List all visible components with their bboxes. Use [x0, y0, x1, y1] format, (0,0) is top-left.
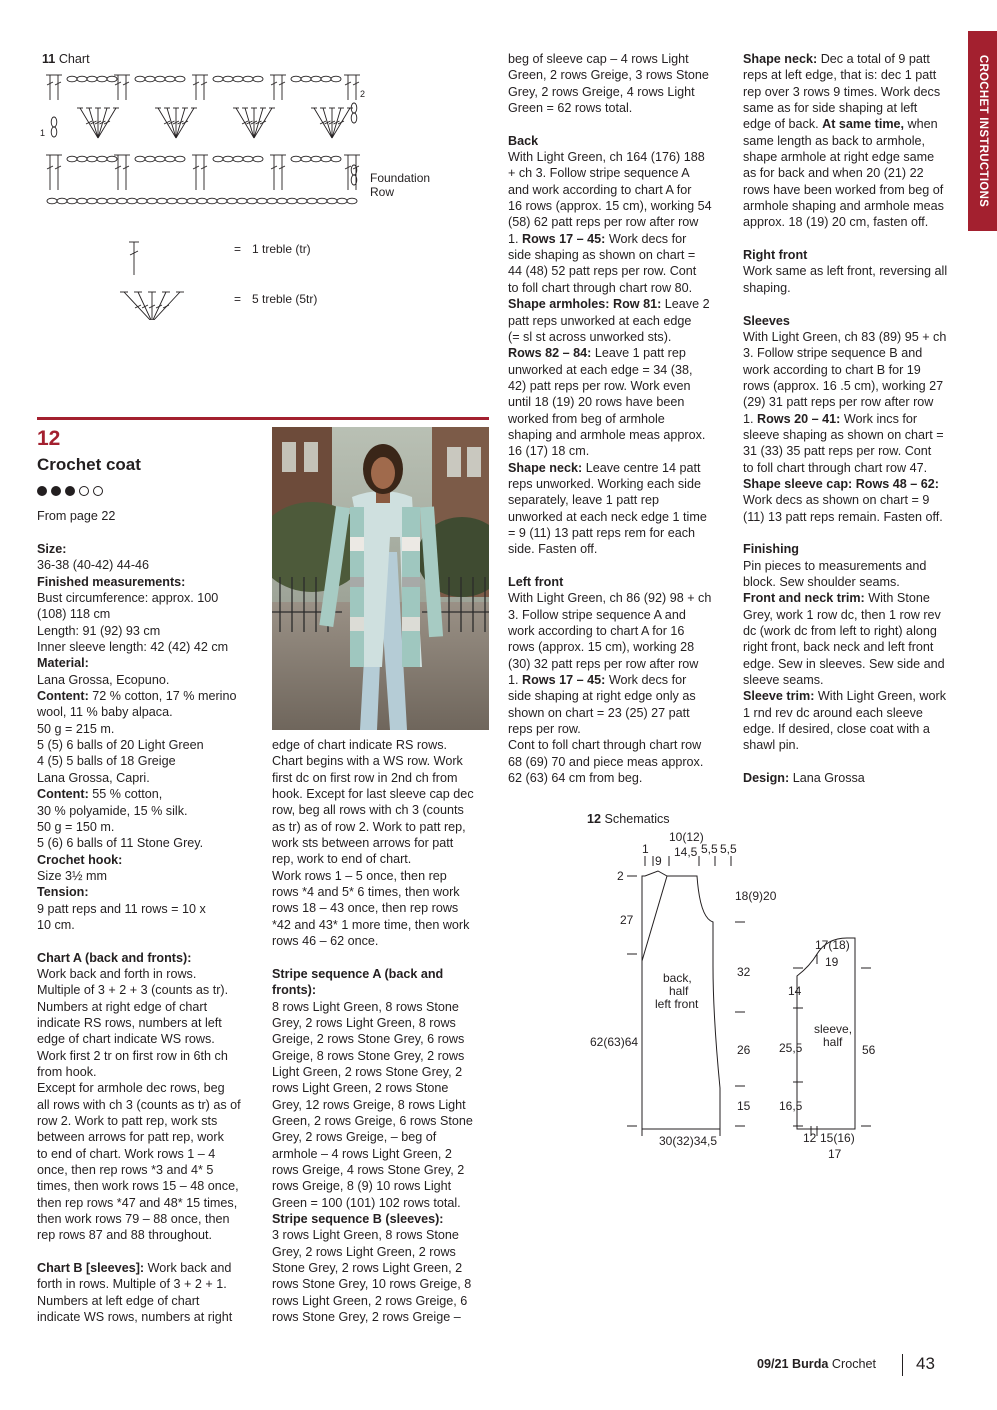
dim-30: 30(32)34,5 — [659, 1134, 718, 1148]
finishing-lines — [743, 558, 965, 591]
text-line: armhole shaping and armhole meas — [743, 199, 944, 214]
dim-17b: 17 — [828, 1147, 842, 1161]
size-text: 36-38 (40-42) 44-46 — [37, 558, 150, 573]
finishing-heading: Finishing — [743, 542, 799, 557]
text-line: Grey, 2 rows Greige, 4 rows Light — [508, 84, 695, 99]
armhole-line: Shape armholes: Row 81: Leave 2 — [508, 297, 710, 312]
text-line: to foll chart through chart row 47. — [743, 460, 928, 475]
left-front-rows-17: 1. Rows 17 – 45: Work decs for — [508, 673, 687, 688]
back-label-1: back, — [663, 971, 692, 985]
dim-10: 10(12) — [669, 830, 704, 844]
model-photo — [272, 427, 489, 730]
text-line: indicate WS rows, numbers at right — [37, 1310, 233, 1325]
sleeve-cap-lines — [743, 492, 965, 525]
text-line: right front, back neck and left front — [743, 640, 934, 655]
right-front-heading: Right front — [743, 248, 808, 263]
design-credit: Design: Lana Grossa — [743, 771, 865, 786]
text-line: Green = 100 (101) 102 rows total. — [272, 1195, 461, 1210]
text-line: (58) 62 patt reps per row after row — [508, 215, 699, 230]
text-line: 3. Follow stripe sequence A and — [508, 607, 686, 622]
text-line: Stripe sequence A (back and — [272, 966, 444, 981]
dim-17-18: 17(18) — [815, 938, 850, 952]
text-line: same length as back to armhole, — [743, 133, 926, 148]
difficulty-dot-filled — [37, 486, 47, 496]
dim-18: 18(9)20 — [735, 889, 777, 903]
text-line: Work decs as shown on chart = 9 — [743, 493, 930, 508]
text-line: side. Fasten off. — [508, 542, 598, 557]
text-line: all rows with ch 3 (counts as tr) as of — [37, 1097, 241, 1112]
text-line: separately, leave 1 patt rep — [508, 493, 659, 508]
tension-heading: Tension: — [37, 885, 89, 900]
text-line: Chart begins with a WS row. Work — [272, 754, 463, 769]
chart-b-lines — [37, 1276, 257, 1325]
dim-26: 26 — [737, 1043, 751, 1057]
text-line: then work rows 79 – 88 once, then — [37, 1212, 230, 1227]
dim-27: 27 — [620, 913, 634, 927]
dim-62: 62(63)64 — [590, 1035, 639, 1049]
text-line: rows Greige, 4 rows Stone Grey, 2 — [272, 1162, 465, 1177]
text-line: Cont to foll chart through chart row — [508, 738, 702, 753]
section-rule — [37, 417, 489, 420]
dim-14s: 14 — [788, 984, 802, 998]
foundation-label-2: Row — [370, 185, 395, 199]
text-line: armhole – 4 rows Light Green, 2 — [272, 1146, 452, 1161]
text-line: 9 patt reps and 11 rows = 10 x — [37, 901, 206, 916]
back-lines-1 — [508, 149, 730, 231]
content-lines-1 — [37, 704, 257, 786]
text-line: shawl pin. — [743, 738, 800, 753]
difficulty-dot-empty — [79, 486, 89, 496]
stripe-a-heading — [272, 966, 492, 999]
text-line: *42 and 43* 1 more time, then work — [272, 917, 470, 932]
text-line: forth in rows. Multiple of 3 + 2 + 1. — [37, 1277, 227, 1292]
text-line: Light Green, 2 rows Stone Grey, 2 — [272, 1064, 463, 1079]
rows-82-lines — [508, 362, 730, 460]
text-line: until 18 (19) 20 rows have been — [508, 395, 685, 410]
chart-title: 11 Chart — [42, 52, 90, 66]
text-line: = 9 (11) 13 patt reps rem for each — [508, 525, 696, 540]
text-line: Grey, 12 rows Greige, 8 rows Light — [272, 1097, 466, 1112]
text-line: Green, 2 rows Greige, 6 rows Stone — [272, 1113, 473, 1128]
difficulty-dot-filled — [51, 486, 61, 496]
section-tab: CROCHET INSTRUCTIONS — [968, 31, 997, 231]
lf-neck-lines — [743, 67, 965, 116]
text-line: approx. 18 (19) 20 cm, fasten off. — [743, 215, 929, 230]
text-line: from hook. — [37, 1065, 97, 1079]
text-line: 16 (17) 18 cm. — [508, 444, 590, 459]
text-line: Bust circumference: approx. 100 — [37, 591, 219, 606]
dim-14: 14,5 — [674, 845, 698, 859]
stripe-b-heading: Stripe sequence B (sleeves): — [272, 1211, 444, 1226]
tension-lines — [37, 901, 257, 934]
text-line: (29) 31 patt reps per row after row — [743, 395, 934, 410]
stripe-b-lines — [272, 1227, 492, 1325]
text-line: Numbers at right edge of chart — [37, 999, 208, 1014]
text-line: rows Light Green, 2 rows Stone — [272, 1081, 449, 1096]
text-line: With Light Green, ch 164 (176) 188 — [508, 150, 705, 165]
dim-2: 2 — [617, 869, 624, 883]
dim-19: 19 — [825, 955, 839, 969]
material-heading: Material: — [37, 656, 89, 671]
right-front-lines — [743, 263, 965, 296]
rows-82-line: Rows 82 – 84: Leave 1 patt rep — [508, 346, 686, 361]
content-lines-2 — [37, 803, 257, 852]
dim-15-16: 15(16) — [820, 1131, 855, 1145]
back-label-3: left front — [655, 997, 699, 1011]
dim-55a: 5,5 — [701, 842, 718, 856]
text-line: 5 (6) 6 balls of 11 Stone Grey. — [37, 836, 204, 851]
dim-15: 15 — [737, 1099, 751, 1113]
text-line: rows 18 – 43 once, then rep rows — [272, 901, 459, 916]
text-line: 50 g = 150 m. — [37, 819, 115, 834]
text-line: reps per row. — [508, 722, 581, 737]
text-line: 31 (33) 35 patt reps per row. Cont — [743, 444, 932, 459]
text-line: hook. Except for last sleeve cap dec — [272, 787, 474, 802]
lf-neck-lines-2 — [743, 133, 965, 231]
text-line: shape armhole at right edge same — [743, 150, 935, 165]
text-line: (108) 118 cm — [37, 607, 111, 622]
sleeve-label-2: half — [823, 1035, 843, 1049]
text-line: 30 % polyamide, 15 % silk. — [37, 803, 188, 818]
text-line: block. Sew shoulder seams. — [743, 575, 900, 589]
sleeves-lines-2 — [743, 427, 965, 476]
text-line: 68 (69) 70 and piece meas approx. — [508, 754, 704, 769]
column-1 — [37, 541, 257, 1326]
text-line: worked from beg of armhole — [508, 411, 665, 426]
left-front-heading: Left front — [508, 575, 564, 589]
text-line: Work first 2 tr on first row in 6th ch — [37, 1048, 228, 1063]
text-line: 16 rows (approx. 15 cm), working 54 — [508, 199, 712, 214]
legend-5-treble: 5 treble (5tr) — [252, 292, 318, 306]
dim-16: 16,5 — [779, 1099, 803, 1113]
dim-9: 9 — [655, 854, 662, 868]
front-trim-line: Front and neck trim: With Stone — [743, 591, 930, 606]
text-line: Green = 62 rows total. — [508, 101, 633, 116]
text-line: Grey, 2 rows Greige, – beg of — [272, 1130, 437, 1145]
text-line: rep rows 87 and 88 throughout. — [37, 1228, 213, 1243]
text-line: to foll chart through chart row 80. — [508, 280, 693, 295]
text-line: edge. If desired, close coat with a — [743, 722, 930, 737]
pattern-title: Crochet coat — [37, 455, 141, 474]
sleeve-cap-heading: Shape sleeve cap: Rows 48 – 62: — [743, 476, 940, 491]
text-line: as tr) as of row 2. Work to patt rep, — [272, 819, 466, 834]
text-line: shaping and armhole meas approx. — [508, 427, 706, 442]
foundation-label-1: Foundation — [370, 171, 431, 185]
text-line: dc (work dc from left to right) along — [743, 624, 937, 639]
text-line: rows Stone Grey, 10 rows Greige, 8 — [272, 1277, 472, 1292]
dim-56: 56 — [862, 1043, 876, 1057]
text-line: Work rows 1 – 5 once, then rep — [272, 868, 447, 883]
text-line: edge. Sew in sleeves. Sew side and — [743, 656, 945, 671]
text-line: patt reps unworked at each edge — [508, 313, 692, 328]
text-line: row 2. Work to patt rep, work sts — [37, 1114, 218, 1129]
text-line: first dc on first row in 2nd ch from — [272, 770, 458, 785]
text-line: rows (approx. 16 .5 cm), working 27 — [743, 378, 944, 393]
crochet-chart — [38, 70, 438, 320]
back-heading: Back — [508, 133, 539, 148]
content-line-2: Content: 55 % cotton, — [37, 787, 163, 802]
text-line: fronts): — [272, 983, 317, 998]
dim-25: 25,5 — [779, 1041, 803, 1055]
content-line-1: Content: 72 % cotton, 17 % merino — [37, 689, 237, 704]
text-line: Green, 2 rows Greige, 3 rows Stone — [508, 68, 709, 83]
text-line: (30) 32 patt reps per row after row — [508, 656, 699, 671]
dim-1: 1 — [642, 842, 649, 856]
text-line: rows Light Green, 2 rows Greige, 6 — [272, 1293, 468, 1308]
text-line: between arrows for patt rep, work — [37, 1130, 224, 1145]
text-line: (11) 13 patt reps remain. Fasten off. — [743, 509, 943, 524]
text-line: Pin pieces to measurements and — [743, 558, 927, 573]
sleeves-rows-20: 1. Rows 20 – 41: Work incs for — [743, 411, 918, 426]
front-trim-lines — [743, 607, 965, 689]
text-line: Lana Grossa, Capri. — [37, 770, 150, 785]
text-line: to end of chart. Work rows 1 – 4 — [37, 1146, 216, 1161]
text-line: rows 46 – 62 once. — [272, 934, 379, 949]
text-line: reps at left edge, that is: dec 1 patt — [743, 68, 937, 83]
text-line: Grey, 2 rows Light Green, 8 rows — [272, 1015, 456, 1030]
text-line: reps unworked. Working each side — [508, 476, 701, 491]
text-line: work sts between arrows for patt — [272, 836, 454, 851]
text-line: Except for armhole dec rows, beg — [37, 1081, 225, 1096]
text-line: work according to chart B for 19 — [743, 362, 921, 377]
text-line: 5 (5) 6 balls of 20 Light Green — [37, 738, 204, 753]
stripe-b-continued — [508, 51, 730, 116]
text-line: same as for side shaping at left — [743, 101, 918, 116]
hook-text: Size 3½ mm — [37, 868, 107, 883]
difficulty-rating — [37, 486, 103, 496]
lf-neck-line: Shape neck: Dec a total of 9 patt — [743, 52, 930, 66]
text-line: With Light Green, ch 86 (92) 98 + ch — [508, 591, 712, 606]
schematics-title: 12 Schematics — [587, 812, 670, 826]
text-line: + ch 3. Follow stripe sequence A — [508, 166, 690, 181]
text-line: rep over 3 rows 9 times. Work decs — [743, 84, 941, 99]
hook-heading: Crochet hook: — [37, 852, 123, 867]
text-line: unworked at each edge = 34 (38, — [508, 362, 693, 377]
text-line: once, then rep rows *3 and 4* 5 — [37, 1163, 214, 1178]
text-line: then rep rows *47 and 48* 15 times, — [37, 1195, 238, 1210]
sleeve-trim-line: Sleeve trim: With Light Green, work — [743, 689, 946, 704]
neck-lines — [508, 476, 730, 558]
footer-divider — [902, 1354, 903, 1376]
text-line: Work back and forth in rows. — [37, 966, 197, 981]
lf-at-same-time: edge of back. At same time, when — [743, 117, 938, 132]
text-line: unworked at each neck edge 1 time — [508, 509, 707, 524]
page-number: 43 — [916, 1354, 935, 1373]
text-line: 4 (5) 5 balls of 18 Greige — [37, 754, 176, 769]
text-line: rep, work to end of chart. — [272, 852, 412, 867]
back-lines-2 — [508, 247, 730, 296]
pattern-number: 12 — [37, 427, 61, 450]
column-3 — [508, 51, 730, 786]
measurements-lines — [37, 590, 257, 655]
text-line: shaping. — [743, 280, 791, 295]
text-line: rows *4 and 5* 6 times, then work — [272, 885, 460, 900]
armhole-lines — [508, 313, 730, 346]
dim-12: 12 — [803, 1131, 817, 1145]
back-label-2: half — [669, 984, 689, 998]
sleeve-label-1: sleeve, — [814, 1022, 853, 1036]
measurements-heading: Finished measurements: — [37, 574, 186, 589]
chart-b-continued — [272, 737, 492, 949]
chart-a-heading: Chart A (back and fronts): — [37, 950, 192, 965]
text-line: Stone Grey, 2 rows Light Green, 2 — [272, 1261, 463, 1275]
legend-eq-2: = — [234, 292, 242, 306]
back-rows-17: 1. Rows 17 – 45: Work decs for — [508, 231, 687, 246]
text-line: Grey, 2 rows Light Green, 2 rows — [272, 1244, 456, 1259]
legend-treble: 1 treble (tr) — [252, 242, 311, 256]
text-line: 42) patt reps per row. Work even — [508, 378, 691, 393]
sleeves-heading: Sleeves — [743, 313, 790, 328]
text-line: rows (approx. 15 cm), working 28 — [508, 640, 695, 655]
text-line: Multiple of 3 + 2 + 3 (counts as tr). — [37, 983, 229, 998]
legend-eq-1: = — [234, 242, 242, 256]
left-front-lines-2 — [508, 688, 730, 786]
material-text: Lana Grossa, Ecopuno. — [37, 672, 170, 687]
text-line: 44 (48) 52 patt reps per row. Cont — [508, 264, 697, 279]
text-line: Length: 91 (92) 93 cm — [37, 623, 161, 638]
text-line: 8 rows Light Green, 8 rows Stone — [272, 999, 459, 1014]
text-line: rows Greige, 8 (9) 10 rows Light — [272, 1179, 452, 1194]
text-line: Greige, 8 rows Stone Grey, 2 rows — [272, 1048, 465, 1063]
stripe-a-lines — [272, 999, 492, 1211]
text-line: beg of sleeve cap – 4 rows Light — [508, 52, 689, 66]
footer-issue: 09/21 Burda Crochet — [757, 1357, 877, 1371]
column-4 — [743, 51, 965, 786]
column-2 — [272, 737, 492, 1325]
row-number-1: 1 — [40, 128, 46, 138]
text-line: 62 (63) 64 cm from beg. — [508, 771, 643, 786]
text-line: Grey, work 1 row dc, then 1 row rev — [743, 607, 941, 622]
text-line: 3. Follow stripe sequence B and — [743, 346, 923, 361]
text-line: indicate RS rows, numbers at left — [37, 1015, 222, 1030]
text-line: 3 rows Light Green, 8 rows Stone — [272, 1228, 459, 1243]
neck-line: Shape neck: Leave centre 14 patt — [508, 460, 701, 475]
front-neck-line — [642, 876, 667, 961]
text-line: side shaping at right edge only as — [508, 689, 696, 704]
text-line: wool, 11 % baby alpaca. — [37, 705, 173, 720]
chart-b-line: Chart B [sleeves]: Work back and — [37, 1261, 232, 1276]
text-line: rows Stone Grey, 2 rows Greige – — [272, 1310, 461, 1325]
dim-32: 32 — [737, 965, 751, 979]
schematic-diagram — [585, 826, 885, 1166]
text-line: 1 rnd rev dc around each sleeve — [743, 705, 923, 720]
text-line: sleeve shaping as shown on chart = — [743, 427, 944, 442]
text-line: (= sl st across unworked sts). — [508, 329, 672, 344]
text-line: times, then work rows 15 – 48 once, — [37, 1179, 239, 1194]
text-line: edge of chart indicate RS rows. — [272, 738, 448, 752]
text-line: With Light Green, ch 83 (89) 95 + ch — [743, 329, 947, 344]
difficulty-dot-empty — [93, 486, 103, 496]
text-line: sleeve seams. — [743, 673, 824, 688]
difficulty-dot-filled — [65, 486, 75, 496]
chart-a-lines — [37, 966, 257, 1244]
text-line: Greige, 2 rows Stone Grey, 6 rows — [272, 1032, 465, 1047]
text-line: row, beg all rows with ch 3 (counts — [272, 803, 464, 818]
text-line: rows have been worked from beg of — [743, 182, 944, 197]
from-page: From page 22 — [37, 509, 116, 523]
text-line: 50 g = 215 m. — [37, 721, 115, 736]
text-line: Numbers at left edge of chart — [37, 1293, 200, 1308]
sleeves-lines-1 — [743, 329, 965, 411]
left-front-lines-1 — [508, 590, 730, 672]
text-line: Inner sleeve length: 42 (42) 42 cm — [37, 640, 229, 655]
text-line: as for back and when 20 (21) 22 — [743, 166, 924, 181]
text-line: work according to chart A for 16 — [508, 624, 685, 639]
text-line: shown on chart = 23 (25) 27 patt — [508, 705, 690, 720]
text-line: edge of chart indicate WS rows. — [37, 1032, 215, 1047]
text-line: Work same as left front, reversing all — [743, 264, 948, 279]
row-number-2: 2 — [360, 89, 366, 99]
sleeve-trim-lines — [743, 705, 965, 754]
size-heading: Size: — [37, 542, 67, 556]
text-line: side shaping as shown on chart = — [508, 248, 696, 263]
text-line: and work according to chart A for — [508, 182, 692, 197]
text-line: 10 cm. — [37, 917, 75, 932]
dim-55b: 5,5 — [720, 842, 737, 856]
